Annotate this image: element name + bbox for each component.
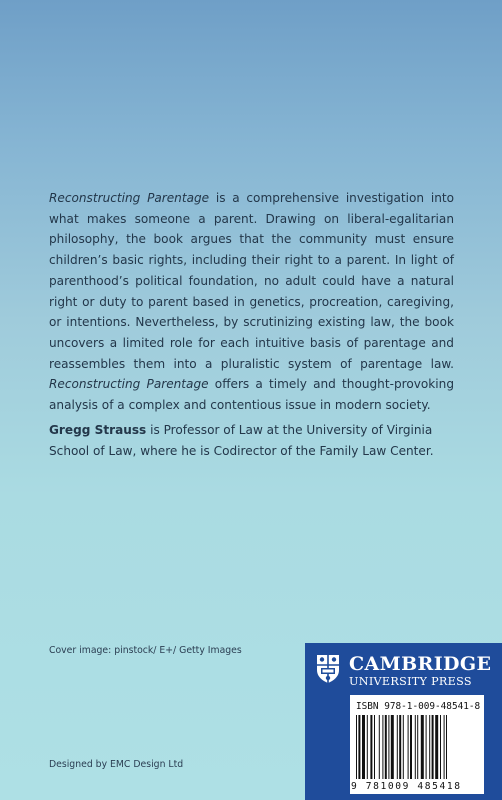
barcode-bar — [403, 715, 404, 779]
publisher-panel — [305, 643, 502, 800]
cover-image-credit: Cover image: pinstock/ E+/ Getty Images — [49, 645, 242, 656]
barcode-bars — [356, 715, 478, 779]
barcode-bar — [446, 715, 447, 779]
barcode-bar — [356, 715, 357, 779]
barcode-bar — [408, 715, 409, 779]
barcode-bar — [444, 715, 445, 779]
barcode-bar — [426, 715, 427, 779]
isbn-label: ISBN 978-1-009-48541-8 — [356, 701, 481, 712]
barcode-bar — [382, 715, 383, 779]
barcode-bar — [362, 715, 365, 779]
barcode-bar — [391, 715, 394, 779]
publisher-name: CAMBRIDGE — [349, 653, 492, 675]
barcode-bar — [358, 715, 360, 779]
blurb-text-end: offers a timely and thought-provoking analysis of a complex and contentious issue in modern society. — [49, 377, 454, 413]
barcode-bar — [440, 715, 441, 779]
cambridge-crest-icon — [316, 654, 340, 684]
book-title-italic-second: Reconstructing Parentage — [49, 377, 209, 392]
designer-credit: Designed by EMC Design Ltd — [49, 759, 184, 770]
barcode-bar — [385, 715, 387, 779]
barcode-bar — [417, 715, 418, 779]
author-name: Gregg Strauss — [49, 423, 147, 437]
barcode-bar — [388, 715, 389, 779]
barcode-bar — [399, 715, 401, 779]
author-bio-text: is Professor of Law at the University of Virginia School of Law, where he is Codirector of the Family Law Center. — [49, 423, 434, 458]
barcode-bar — [367, 715, 368, 779]
blurb-text: is a comprehensive investigation into what makes someone a parent. Drawing on liberal-egalitarian philosophy, the book argues that the community must ensure children’s basic rights, including their right to a parent. In light of parenthood’s political foundation, no adult could have a natural right or duty to parent based in genetics, procreation, caregiving, or intentions. Nevertheless, by scrutinizing existing law, the book uncovers a limited role for each intuitive basis of parentage and reassembles them into a pluralistic system of parentage law. — [49, 191, 454, 371]
author-bio — [49, 420, 454, 461]
barcode-bar — [432, 715, 434, 779]
barcode-digits: 9 781009 485418 — [351, 781, 462, 792]
publisher-subtitle: UNIVERSITY PRESS — [349, 675, 472, 688]
barcode-bar — [410, 715, 412, 779]
book-title-italic: Reconstructing Parentage — [49, 191, 210, 205]
barcode-bar — [415, 715, 416, 779]
barcode-bar — [379, 715, 380, 779]
barcode-bar — [421, 715, 424, 779]
barcode-bar — [435, 715, 438, 779]
isbn-barcode — [350, 695, 484, 794]
barcode-bar — [429, 715, 430, 779]
barcode-bar — [374, 715, 375, 779]
barcode-bar — [370, 715, 372, 779]
barcode-bar — [397, 715, 398, 779]
back-cover-blurb — [49, 188, 454, 416]
